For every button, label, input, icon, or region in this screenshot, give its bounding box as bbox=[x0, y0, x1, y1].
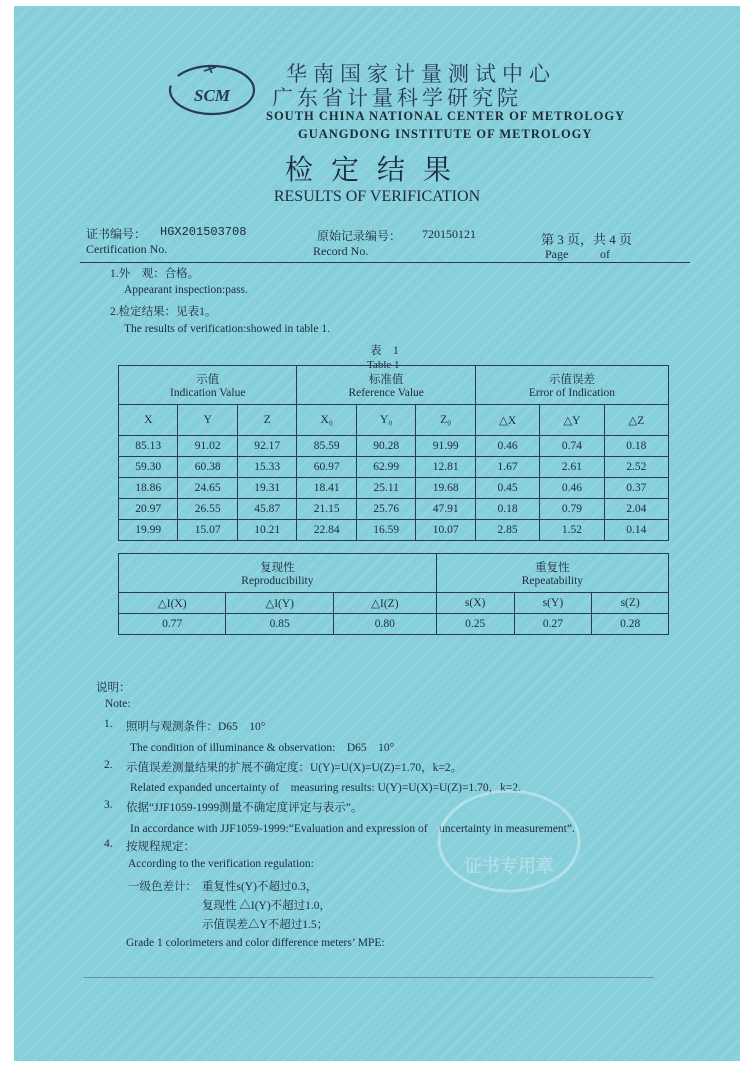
col-header: s(X) bbox=[436, 593, 514, 614]
col-header: △I(Y) bbox=[226, 593, 333, 614]
record-number: 720150121 bbox=[422, 227, 476, 241]
results-table bbox=[118, 365, 669, 541]
record-label-cn: 原始记录编号： bbox=[317, 229, 402, 243]
table-cell: 10.07 bbox=[416, 520, 475, 541]
item2-cn: 2.检定结果：见表1。 bbox=[110, 306, 217, 318]
table-cell: 0.14 bbox=[604, 520, 668, 541]
group-reference-cn: 标准值 bbox=[368, 374, 404, 386]
table2-column-header bbox=[119, 593, 669, 614]
group-repeatability bbox=[436, 554, 668, 593]
table-cell: 26.55 bbox=[178, 499, 237, 520]
table2-group-header bbox=[119, 554, 669, 593]
requirement-repeatability: 重复性s(Y)不超过0.3， bbox=[202, 881, 318, 893]
col-header: Z₀ bbox=[416, 405, 475, 436]
table-cell: 24.65 bbox=[178, 478, 237, 499]
note1-num: 1. bbox=[104, 718, 113, 730]
table-column-header bbox=[119, 405, 669, 436]
table-cell: 47.91 bbox=[416, 499, 475, 520]
table-cell: 62.99 bbox=[356, 457, 415, 478]
table-cell: 45.87 bbox=[237, 499, 296, 520]
note3-en: In accordance with JJF1059-1999:“Evaluation and expression of uncertainty in measurement”. bbox=[130, 823, 575, 835]
note1-cn: 照明与观测条件：D65 10° bbox=[126, 721, 266, 733]
col-header: △I(X) bbox=[119, 593, 226, 614]
table-cell: 2.85 bbox=[475, 520, 539, 541]
table-cell: 85.13 bbox=[119, 436, 178, 457]
table-cell: 60.38 bbox=[178, 457, 237, 478]
table-cell: 10.21 bbox=[237, 520, 296, 541]
scm-logo bbox=[164, 61, 260, 119]
requirement-reproducibility: 复现性 △I(Y)不超过1.0， bbox=[202, 900, 332, 912]
table-cell: 0.74 bbox=[540, 436, 604, 457]
table-row bbox=[119, 614, 669, 635]
group-reference-en: Reference Value bbox=[348, 387, 424, 399]
table-row bbox=[119, 478, 669, 499]
col-header: △X bbox=[475, 405, 539, 436]
table-cell: 21.15 bbox=[297, 499, 356, 520]
group-reproducibility-en: Reproducibility bbox=[241, 575, 314, 587]
table-cell: 22.84 bbox=[297, 520, 356, 541]
table-cell: 12.81 bbox=[416, 457, 475, 478]
table-cell: 0.46 bbox=[540, 478, 604, 499]
embossed-seal bbox=[434, 786, 584, 896]
table-row bbox=[119, 499, 669, 520]
col-header: s(Z) bbox=[592, 593, 669, 614]
col-header: s(Y) bbox=[514, 593, 592, 614]
table-cell: 2.04 bbox=[604, 499, 668, 520]
table-cell: 0.25 bbox=[436, 614, 514, 635]
note3-num: 3. bbox=[104, 799, 113, 811]
table-cell: 59.30 bbox=[119, 457, 178, 478]
item1-en: Appearant inspection:pass. bbox=[124, 284, 248, 296]
note4-en: According to the verification regulation: bbox=[128, 858, 314, 870]
note-label-cn: 说明： bbox=[96, 682, 131, 694]
header-divider bbox=[80, 262, 690, 263]
table-cell: 0.45 bbox=[475, 478, 539, 499]
page-indicator-cn: 第 3 页，共 4 页 bbox=[541, 232, 633, 247]
table-row bbox=[119, 436, 669, 457]
table-cell: 0.28 bbox=[592, 614, 669, 635]
table-cell: 18.86 bbox=[119, 478, 178, 499]
table-cell: 19.68 bbox=[416, 478, 475, 499]
table-cell: 1.52 bbox=[540, 520, 604, 541]
footer-divider bbox=[84, 977, 654, 978]
table-cell: 18.41 bbox=[297, 478, 356, 499]
table-cell: 0.79 bbox=[540, 499, 604, 520]
table-cell: 25.76 bbox=[356, 499, 415, 520]
group-indication-cn: 示值 bbox=[196, 374, 220, 386]
note3-cn: 依据“JJF1059-1999测量不确定度评定与表示”。 bbox=[126, 802, 363, 814]
table-cell: 90.28 bbox=[356, 436, 415, 457]
group-indication bbox=[119, 366, 297, 405]
table-caption-en: Table 1 bbox=[367, 359, 400, 371]
group-reference bbox=[297, 366, 475, 405]
item1-cn: 1.外 观：合格。 bbox=[110, 268, 200, 280]
col-header: Y₀ bbox=[356, 405, 415, 436]
table-cell: 20.97 bbox=[119, 499, 178, 520]
table-cell: 2.52 bbox=[604, 457, 668, 478]
group-reproducibility bbox=[119, 554, 437, 593]
precision-table bbox=[118, 553, 669, 635]
logo-text: SCM bbox=[194, 86, 230, 105]
note1-en: The condition of illuminance & observation: D65 10° bbox=[130, 742, 395, 754]
group-error-cn: 示值误差 bbox=[548, 374, 595, 386]
table-cell: 85.59 bbox=[297, 436, 356, 457]
cert-number: HGX201503708 bbox=[160, 225, 247, 239]
col-header: △I(Z) bbox=[333, 593, 436, 614]
of-label-en: of bbox=[600, 247, 610, 261]
table-caption-cn: 表 1 bbox=[370, 345, 399, 357]
table-cell: 15.07 bbox=[178, 520, 237, 541]
grade-label-cn: 一级色差计： bbox=[128, 881, 197, 893]
table-cell: 0.80 bbox=[333, 614, 436, 635]
page-label-en: Page bbox=[545, 247, 569, 261]
record-label-en: Record No. bbox=[313, 244, 369, 258]
table-row bbox=[119, 520, 669, 541]
table-cell: 0.77 bbox=[119, 614, 226, 635]
table-cell: 0.46 bbox=[475, 436, 539, 457]
note2-cn: 示值误差测量结果的扩展不确定度：U(Y)=U(X)=U(Z)=1.70，k=2。 bbox=[126, 762, 463, 774]
certificate-page bbox=[14, 6, 740, 1061]
table-cell: 60.97 bbox=[297, 457, 356, 478]
org-name-en-2: GUANGDONG INSTITUTE OF METROLOGY bbox=[298, 127, 593, 141]
doc-title-cn: 检定结果 bbox=[284, 153, 469, 186]
table-cell: 0.37 bbox=[604, 478, 668, 499]
note4-num: 4. bbox=[104, 838, 113, 850]
group-reproducibility-cn: 复现性 bbox=[260, 562, 295, 574]
org-name-cn-1: 华南国家计量测试中心 bbox=[286, 62, 556, 86]
note4-cn: 按规程规定： bbox=[126, 841, 195, 853]
table-cell: 2.61 bbox=[540, 457, 604, 478]
doc-title-en: RESULTS OF VERIFICATION bbox=[273, 188, 481, 205]
table-cell: 25.11 bbox=[356, 478, 415, 499]
table-cell: 19.99 bbox=[119, 520, 178, 541]
note2-num: 2. bbox=[104, 759, 113, 771]
note-label-en: Note: bbox=[105, 698, 131, 710]
org-name-cn-2: 广东省计量科学研究院 bbox=[272, 86, 522, 110]
note2-en: Related expanded uncertainty of measuring results: U(Y)=U(X)=U(Z)=1.70，k=2. bbox=[130, 782, 521, 794]
group-repeatability-en: Repeatability bbox=[521, 575, 584, 587]
table-row bbox=[119, 457, 669, 478]
requirement-error: 示值误差△Y不超过1.5； bbox=[202, 919, 329, 931]
group-error-en: Error of Indication bbox=[528, 387, 616, 399]
item2-en: The results of verification:showed in table 1. bbox=[124, 323, 330, 335]
table-cell: 19.31 bbox=[237, 478, 296, 499]
group-error bbox=[475, 366, 668, 405]
table-cell: 92.17 bbox=[237, 436, 296, 457]
col-header: △Z bbox=[604, 405, 668, 436]
table-cell: 91.99 bbox=[416, 436, 475, 457]
col-header: X₀ bbox=[297, 405, 356, 436]
table-cell: 0.18 bbox=[475, 499, 539, 520]
table-cell: 15.33 bbox=[237, 457, 296, 478]
group-repeatability-cn: 重复性 bbox=[535, 562, 570, 574]
table-group-header bbox=[119, 366, 669, 405]
table-cell: 0.18 bbox=[604, 436, 668, 457]
group-indication-en: Indication Value bbox=[169, 387, 246, 399]
col-header: Y bbox=[178, 405, 237, 436]
col-header: Z bbox=[237, 405, 296, 436]
col-header: X bbox=[119, 405, 178, 436]
grade-label-en: Grade 1 colorimeters and color difference meters’ MPE: bbox=[126, 937, 385, 949]
seal-text: 证书专用章 bbox=[464, 856, 554, 877]
table-cell: 16.59 bbox=[356, 520, 415, 541]
table-cell: 0.27 bbox=[514, 614, 592, 635]
cert-label-en: Certification No. bbox=[86, 242, 168, 256]
table-cell: 91.02 bbox=[178, 436, 237, 457]
org-name-en-1: SOUTH CHINA NATIONAL CENTER OF METROLOGY bbox=[266, 109, 626, 123]
cert-label-cn: 证书编号： bbox=[86, 227, 147, 241]
table-cell: 1.67 bbox=[475, 457, 539, 478]
col-header: △Y bbox=[540, 405, 604, 436]
table-cell: 0.85 bbox=[226, 614, 333, 635]
